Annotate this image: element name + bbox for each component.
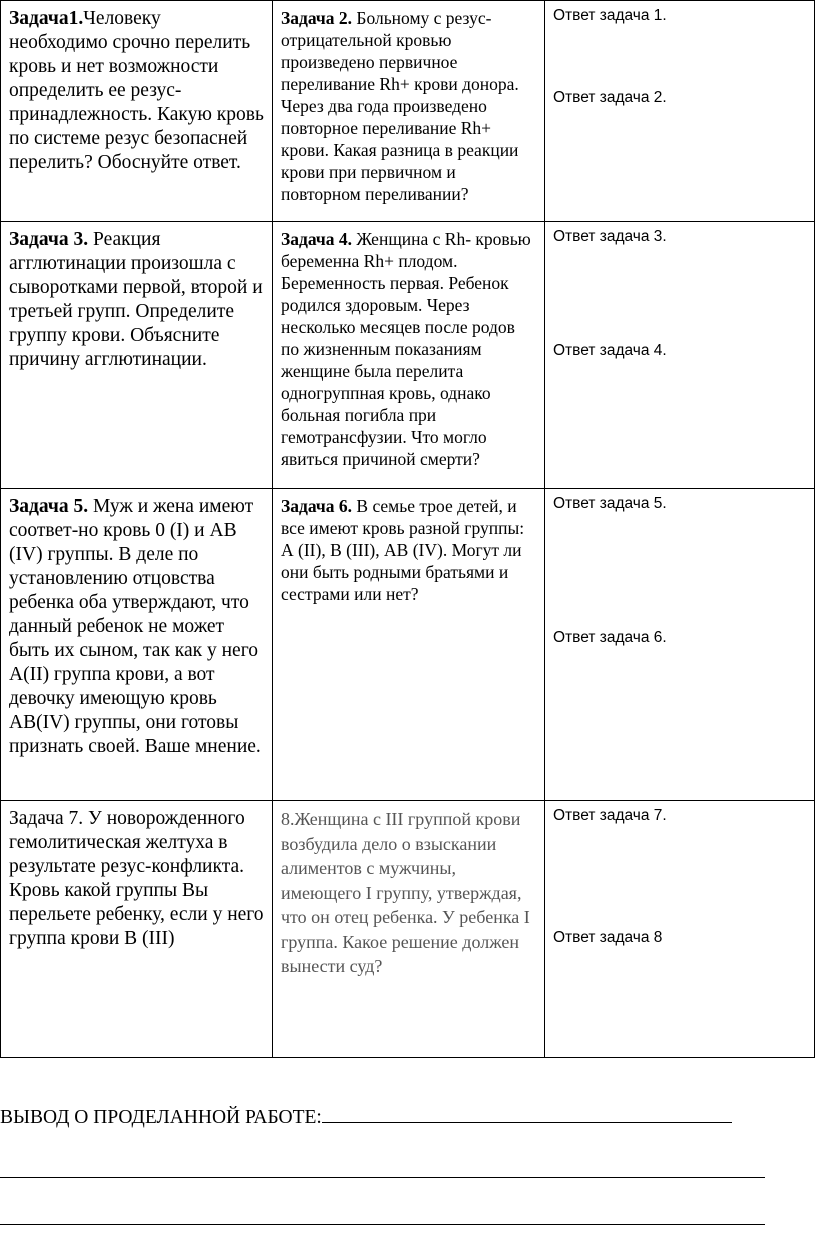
answers-cell bbox=[545, 489, 815, 801]
task-3-cell bbox=[1, 222, 273, 489]
task-4-label: Задача 4. bbox=[281, 229, 353, 249]
conclusion-line-2[interactable] bbox=[0, 1177, 765, 1178]
table-row bbox=[1, 489, 815, 801]
task-5-label: Задача 5. bbox=[9, 496, 89, 517]
task-8-cell bbox=[273, 801, 545, 1058]
task-3-label: Задача 3. bbox=[9, 229, 89, 250]
task-1-cell bbox=[1, 1, 273, 222]
answer-8-field[interactable]: Ответ задача 8 bbox=[553, 929, 663, 946]
answers-cell bbox=[545, 222, 815, 489]
conclusion-section bbox=[0, 1103, 732, 1129]
answers-cell bbox=[545, 801, 815, 1058]
answer-1-field[interactable]: Ответ задача 1. bbox=[553, 7, 667, 24]
task-1-label: Задача1. bbox=[9, 8, 84, 29]
task-7-text: Задача 7. У новорожденного гемолитическая желтуха в результате резус-конфликта. Кровь какой группы Вы перельете ребенку, если у него группа крови В (III) bbox=[9, 808, 264, 949]
task-1-text: Человеку необходимо срочно перелить кровь и нет возможности определить ее резус-принадлежность. Какую кровь по системе резус безопасней перелить? Обоснуйте ответ. bbox=[9, 8, 264, 173]
task-4-text: Женщина с Rh- кровью беременна Rh+ плодом. Беременность первая. Ребенок родился здоровым. Через несколько месяцев после родов по жизненным показаниям женщине была перелита одногруппная кровь, однако больная погибла при гемотрансфузии. Что могло явиться причиной смерти? bbox=[281, 229, 531, 469]
conclusion-line-3[interactable] bbox=[0, 1224, 765, 1225]
task-6-label: Задача 6. bbox=[281, 496, 353, 516]
answer-2-field[interactable]: Ответ задача 2. bbox=[553, 89, 667, 106]
answer-3-field[interactable]: Ответ задача 3. bbox=[553, 228, 667, 245]
task-4-cell bbox=[273, 222, 545, 489]
task-2-cell bbox=[273, 1, 545, 222]
task-7-cell bbox=[1, 801, 273, 1058]
table-row bbox=[1, 801, 815, 1058]
answer-4-field[interactable]: Ответ задача 4. bbox=[553, 342, 667, 359]
task-6-cell bbox=[273, 489, 545, 801]
conclusion-input-line[interactable] bbox=[322, 1103, 732, 1123]
answer-5-field[interactable]: Ответ задача 5. bbox=[553, 495, 667, 512]
task-2-text: Больному с резус-отрицательной кровью произведено первичное переливание Rh+ крови донора. Через два года произведено повторное переливание Rh+ крови. Какая разница в реакции крови при первичном и повторном переливании? bbox=[281, 8, 519, 204]
table-row bbox=[1, 222, 815, 489]
answer-7-field[interactable]: Ответ задача 7. bbox=[553, 807, 667, 824]
task-5-cell bbox=[1, 489, 273, 801]
task-8-text: 8.Женщина с III группой крови возбудила дело о взыскании алиментов с мужчины, имеющего I группу, утверждая, что он отец ребенка. У ребенка I группа. Какое решение должен вынести суд? bbox=[281, 809, 530, 976]
task-5-text: Муж и жена имеют соответ-но кровь 0 (I) и АВ (IV) группы. В деле по установлению отцовства ребенка оба утверждают, что данный ребенок не может быть их сыном, так как у него А(II) группа крови, а вот девочку имеющую кровь АВ(IV) группы, они готовы признать своей. Ваше мнение. bbox=[9, 496, 261, 757]
table-row bbox=[1, 1, 815, 222]
task-6-text: В семье трое детей, и все имеют кровь разной группы: А (II), В (III), АВ (IV). Могут ли они быть родными братьями и сестрами или нет? bbox=[281, 496, 525, 604]
task-2-label: Задача 2. bbox=[281, 8, 353, 28]
task-3-text: Реакция агглютинации произошла с сыворотками первой, второй и третьей групп. Определите группу крови. Объясните причину агглютинации. bbox=[9, 229, 263, 370]
answer-6-field[interactable]: Ответ задача 6. bbox=[553, 629, 667, 646]
answers-cell bbox=[545, 1, 815, 222]
conclusion-label: ВЫВОД О ПРОДЕЛАННОЙ РАБОТЕ: bbox=[0, 1107, 322, 1128]
